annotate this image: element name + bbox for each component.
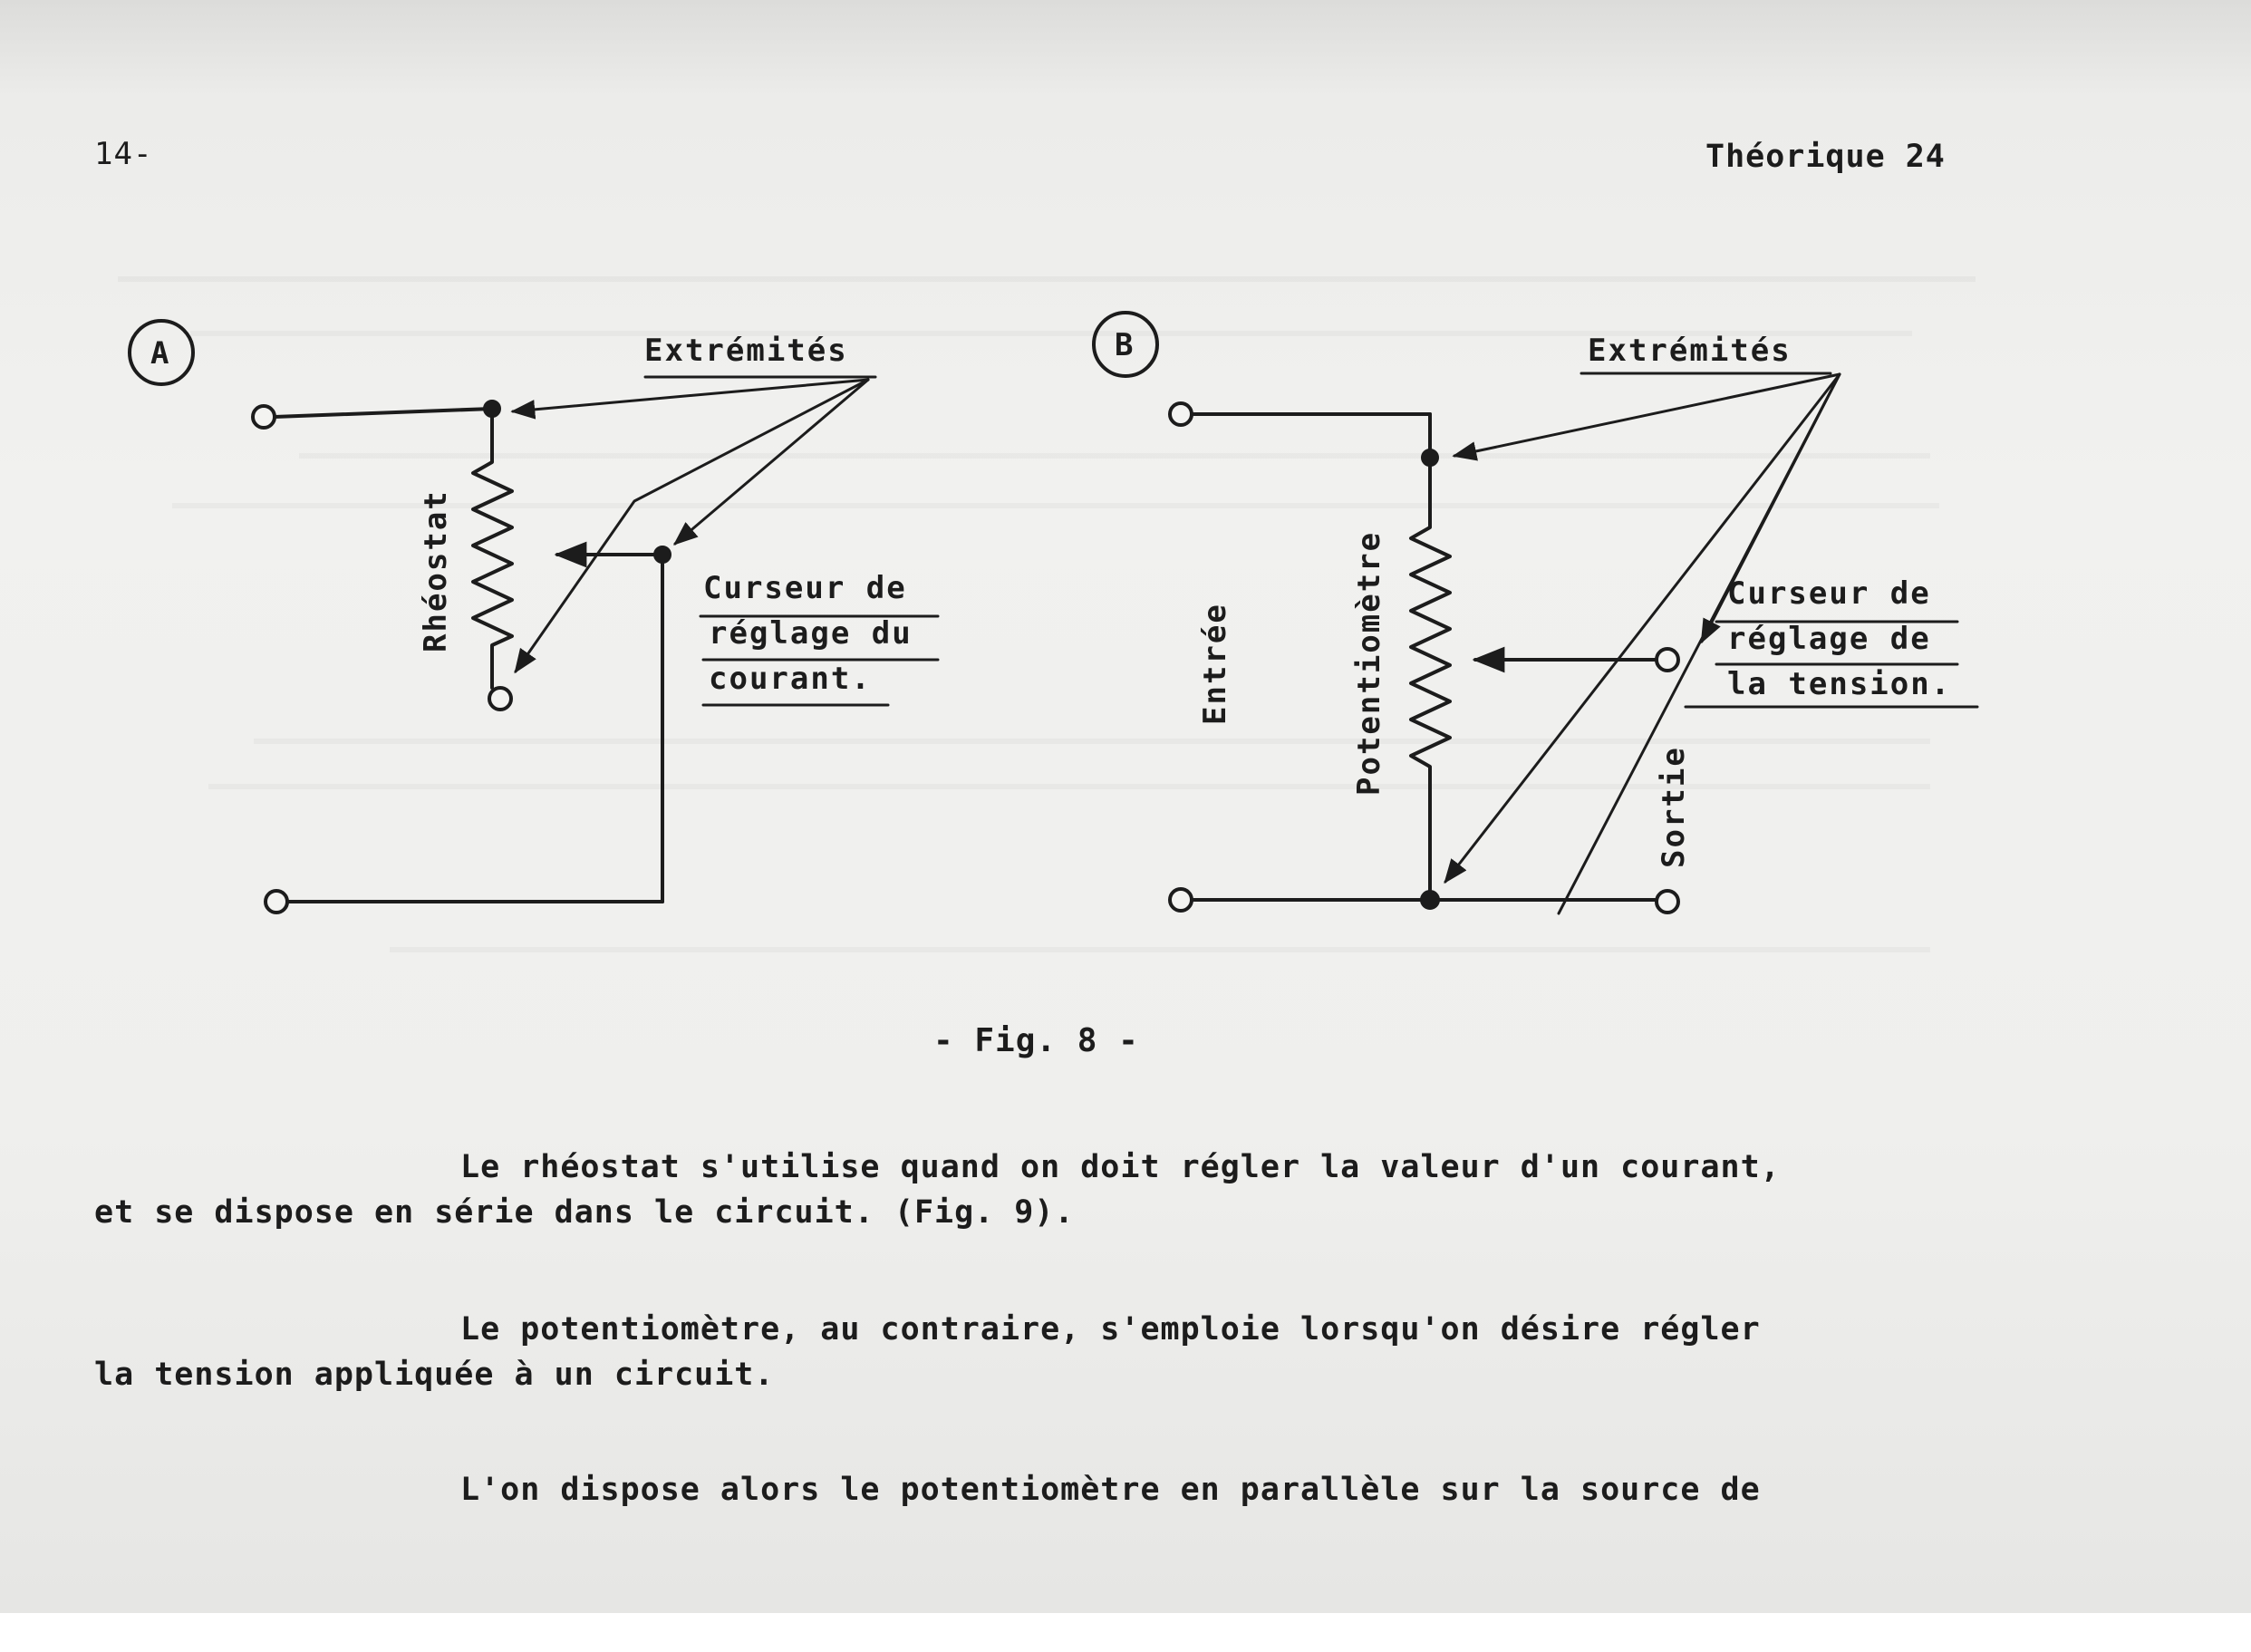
panel-a-cursor-label-line-1: Curseur de [703,570,907,606]
panel-b-cursor-label-line-1: Curseur de [1727,575,1931,612]
potentiometer-terminal-output-top [1657,649,1678,671]
section-title: Théorique 24 [1705,139,1946,175]
paragraph-3-line-1: L'on dispose alors le potentiomètre en parallèle sur la source de [460,1472,1761,1508]
extremity-pointer-a3 [675,380,868,544]
panel-b-extremities-label: Extrémités [1588,333,1792,369]
panel-a-cursor-label-line-2: réglage du [709,615,913,652]
figure-caption: - Fig. 8 - [933,1022,1139,1059]
paragraph-2-line-2: la tension appliquée à un circuit. [94,1357,775,1393]
rheostat-resistor-zigzag [473,409,512,688]
paragraph-1-line-1: Le rhéostat s'utilise quand on doit régler la valeur d'un courant, [460,1149,1781,1185]
potentiometer-label: Potentiomètre [1351,530,1387,796]
rheostat-terminal-top [253,406,275,428]
page-number: 14- [94,136,153,172]
rheostat-terminal-bottom [489,688,511,710]
potentiometer-resistor-zigzag [1411,458,1450,900]
rheostat-label: Rhéostat [418,489,454,652]
panel-b-marker-letter: B [1115,327,1135,363]
potentiometer-terminal-input-bottom [1170,889,1192,911]
potentiometer-terminal-input-top [1170,403,1192,425]
panel-a-marker-letter: A [150,335,171,372]
potentiometer-node-bottom [1422,892,1438,908]
input-label: Entrée [1197,603,1233,725]
paragraph-2-line-1: Le potentiomètre, au contraire, s'emploie lorsqu'on désire régler [460,1311,1761,1348]
panel-a-cursor-label-line-3: courant. [709,661,872,697]
paragraph-1-line-2: et se dispose en série dans le circuit. (Fig. 9). [94,1194,1075,1231]
panel-b-cursor-label-line-3: la tension. [1727,666,1952,702]
potentiometer-terminal-output-bottom [1657,891,1678,913]
extremity-pointer-b1 [1454,374,1840,456]
panel-b-cursor-label-line-2: réglage de [1727,621,1931,657]
panel-a-extremities-label: Extrémités [644,333,848,369]
rheostat-terminal-input [266,891,287,913]
output-label: Sortie [1656,746,1692,868]
